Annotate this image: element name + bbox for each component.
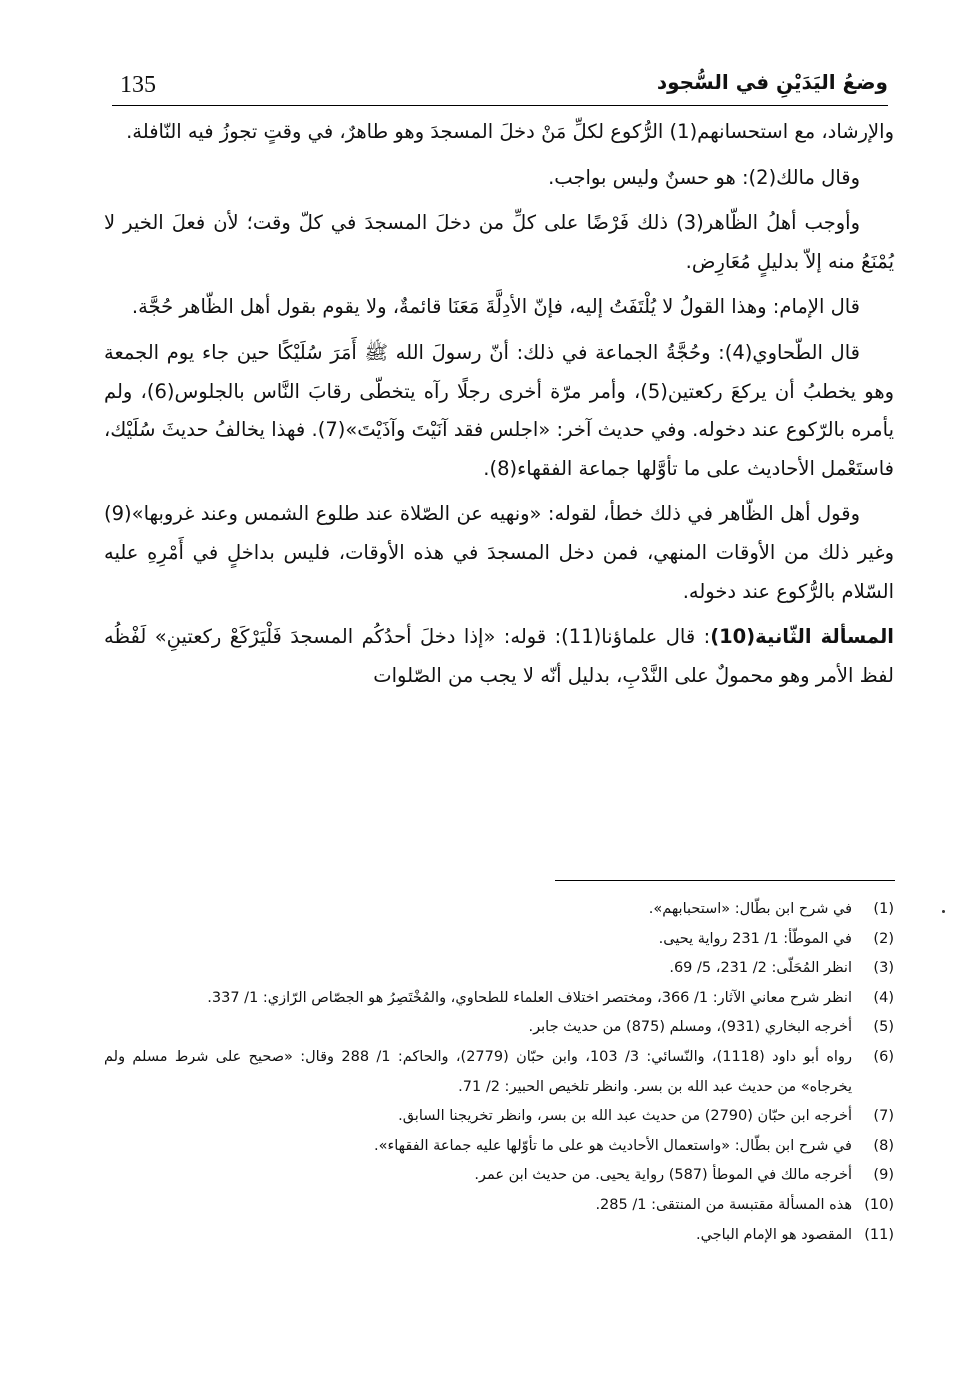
section-text: : قال علماؤنا(11): قوله: «إذا دخلَ أحدُكُم المسجدَ فَلْيَرْكَعْ ركعتينِ» لَفْظُه لفظ الأمر وهو محمولٌ على النَّدْبِ، بدليل أنّه لا يجب من الصّلوات [104,625,894,687]
paragraph-2: وقال مالك(2): هو حسنٌ وليس بواجب. [548,165,860,189]
footnote-text: رواه أبو داود (1118)، والنّسائي: 3/ 103، وابن حبّان (2779)، والحاكم: 1/ 288 وقال: «صحيح على شرط مسلم ولم يخرجاه» من حديث عبد الله بن بسر. وانظر تلخيص الحبير: 2/ 71. [104,1048,852,1095]
footnote-number: (11) [864,1226,894,1243]
page-number: 135 [120,72,156,98]
section-heading: المسألة الثّانية(10) [710,625,894,649]
footnote-number: (3) [873,960,894,977]
footnote-text: انظر المُحَلّى: 2/ 231، 5/ 69. [669,960,852,977]
paragraph-1: والإرشاد، مع استحسانهم(1) الرُّكوع لكلِّ مَنْ دخلَ المسجدَ وهو طاهرٌ، في وقتٍ تجوزُ فيه النّافلة. [126,120,894,143]
footnote-text: أخرجه البخاري (931)، ومسلم (875) من حديث جابر. [528,1019,852,1036]
section-paragraph [104,618,894,695]
footnote-number: (2) [873,930,894,947]
footnote-number: (5) [873,1019,894,1036]
footnote-rule [555,880,895,881]
footnote-item [104,925,894,955]
footnote-number: (6) [873,1048,894,1065]
header-rule [112,105,888,106]
footnote-item [104,984,894,1014]
footnote-number: (7) [873,1108,894,1125]
footnote-item [104,1191,894,1221]
footnotes [104,895,894,1250]
footnote-number: (10) [864,1196,894,1213]
footnote-text: في شرح ابن بطّال: «استحبابهم». [648,901,852,917]
footnote-item [104,895,894,925]
footnote-item [104,1221,894,1251]
footnote-item [104,954,894,984]
footnote-text: في شرح ابن بطّال: «واستعمال الأحاديث هو على ما تأوّلها عليه جماعة الفقهاء». [373,1137,852,1154]
paragraph-5: قال الطّحاوي(4): وحُجَّةُ الجماعة في ذلك: أنّ رسولَ الله ﷺ أَمَرَ سُلَيْكًا حين جاء يوم الجمعة وهو يخطبُ أن يركعَ ركعتين(5)، وأمر مرّة أخرى رجلًا رآه يتخطّى رقابَ النَّاس بالجلوس(6)، ولم يأمره بالرّكوع عند دخوله. وفي حديث آخر: «اجلس فقد آنَيْتَ وآذَيْتَ»(7). فهذا يخالفُ حديثَ سُلَيْك، فاستَعْمل الأحاديث على ما تأوَّلها جماعة الفقهاء(8). [104,340,895,480]
footnote-item [104,1161,894,1191]
paragraph-6: وقول أهل الظّاهر في ذلك خطأ، لقوله: «ونهيه عن الصّلاة عند طلوع الشمس وعند غروبها»(9) وغير ذلك من الأوقات المنهي، فمن دخل المسجدَ في هذه الأوقات، فليس بداخلٍ في أَمْرِهِ عليه السّلام بالرُّكوع عند دخوله. [104,502,894,603]
paragraph-3: وأوجب أهلُ الظّاهر(3) ذلك فَرْضًا على كلِّ من دخلَ المسجدَ في كلّ وقت؛ لأن فعلَ الخير لا يُمْنَعُ منه إلاّ بدليلٍ مُعَارِض. [104,211,894,273]
footnote-item [104,1043,894,1102]
footnote-text: أخرجه مالك في الموطأ (587) رواية يحيى. من حديث ابن عمر. [474,1167,852,1184]
footnote-item [104,1102,894,1132]
footnote-item [104,1132,894,1162]
footnote-text: في الموطّأ: 1/ 231 رواية يحيى. [658,930,852,947]
footnote-text: انظر شرح معاني الآثار: 1/ 366، ومختصر اختلاف العلماء للطحاوي، والمُخْتَصِرُ هو الجصّاص الرّازي: 1/ 337. [207,989,852,1006]
footnote-item [104,1013,894,1043]
footnote-text: أخرجه ابن حبّان (2790) من حديث عبد الله بن بسر، وانظر تخريجنا السابق. [398,1108,852,1125]
main-text [104,113,894,702]
footnote-number: (9) [873,1167,894,1184]
footnote-number: (1) [873,901,894,917]
footnote-text: المقصود هو الإمام الباجي. [695,1226,852,1243]
page-header [112,62,888,106]
running-title: وضعُ اليَدَيْنِ في السُّجود [656,70,888,94]
footnote-text: هذه المسألة مقتبسة من المنتقى: 1/ 285. [595,1196,852,1213]
margin-dot [942,910,945,913]
footnote-number: (4) [873,989,894,1006]
paragraph-4: قال الإمام: وهذا القولُ لا يُلْتَفَتُ إليه، فإنّ الأدِلَّةَ مَعَنَا قائمةٌ، ولا يقوم بقول أهل الظّاهر حُجَّة. [131,295,860,319]
footnote-number: (8) [873,1137,894,1154]
